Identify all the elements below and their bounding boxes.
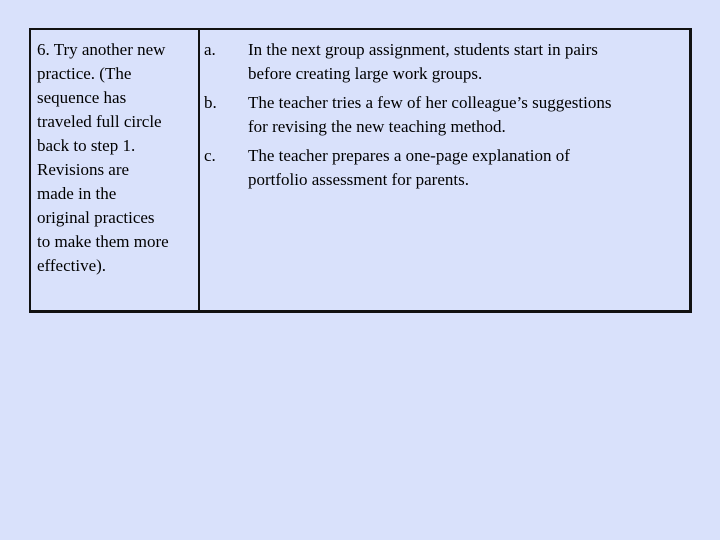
example-item-a <box>202 38 690 86</box>
example-item-c <box>202 144 690 192</box>
example-text-line: before creating large work groups. <box>248 64 483 83</box>
step-text-line: made in the <box>37 184 117 203</box>
step-text-line: 6. Try another new <box>37 40 166 59</box>
step-text-line: Revisions are <box>37 160 130 179</box>
content-table <box>29 28 692 313</box>
example-text-line: In the next group assignment, students start in pairs <box>248 40 598 59</box>
step-text-line: traveled full circle <box>37 112 162 131</box>
step-text-line: to make them more <box>37 232 169 251</box>
step-text-line: effective). <box>37 256 107 275</box>
step-text-line: original practices <box>37 208 155 227</box>
example-text-line: The teacher tries a few of her colleague’s suggestions <box>248 93 612 112</box>
column-divider <box>198 30 200 310</box>
step-description-cell <box>37 38 197 278</box>
list-marker: b. <box>204 93 217 112</box>
list-marker: c. <box>204 146 216 165</box>
examples-cell <box>202 38 690 197</box>
step-text-line: back to step 1. <box>37 136 136 155</box>
step-text-line: practice. (The <box>37 64 132 83</box>
example-text-line: The teacher prepares a one-page explanation of <box>248 146 570 165</box>
step-text-line: sequence has <box>37 88 127 107</box>
example-text-line: for revising the new teaching method. <box>248 117 506 136</box>
list-marker: a. <box>204 40 216 59</box>
example-item-b <box>202 91 690 139</box>
example-text-line: portfolio assessment for parents. <box>248 170 469 189</box>
